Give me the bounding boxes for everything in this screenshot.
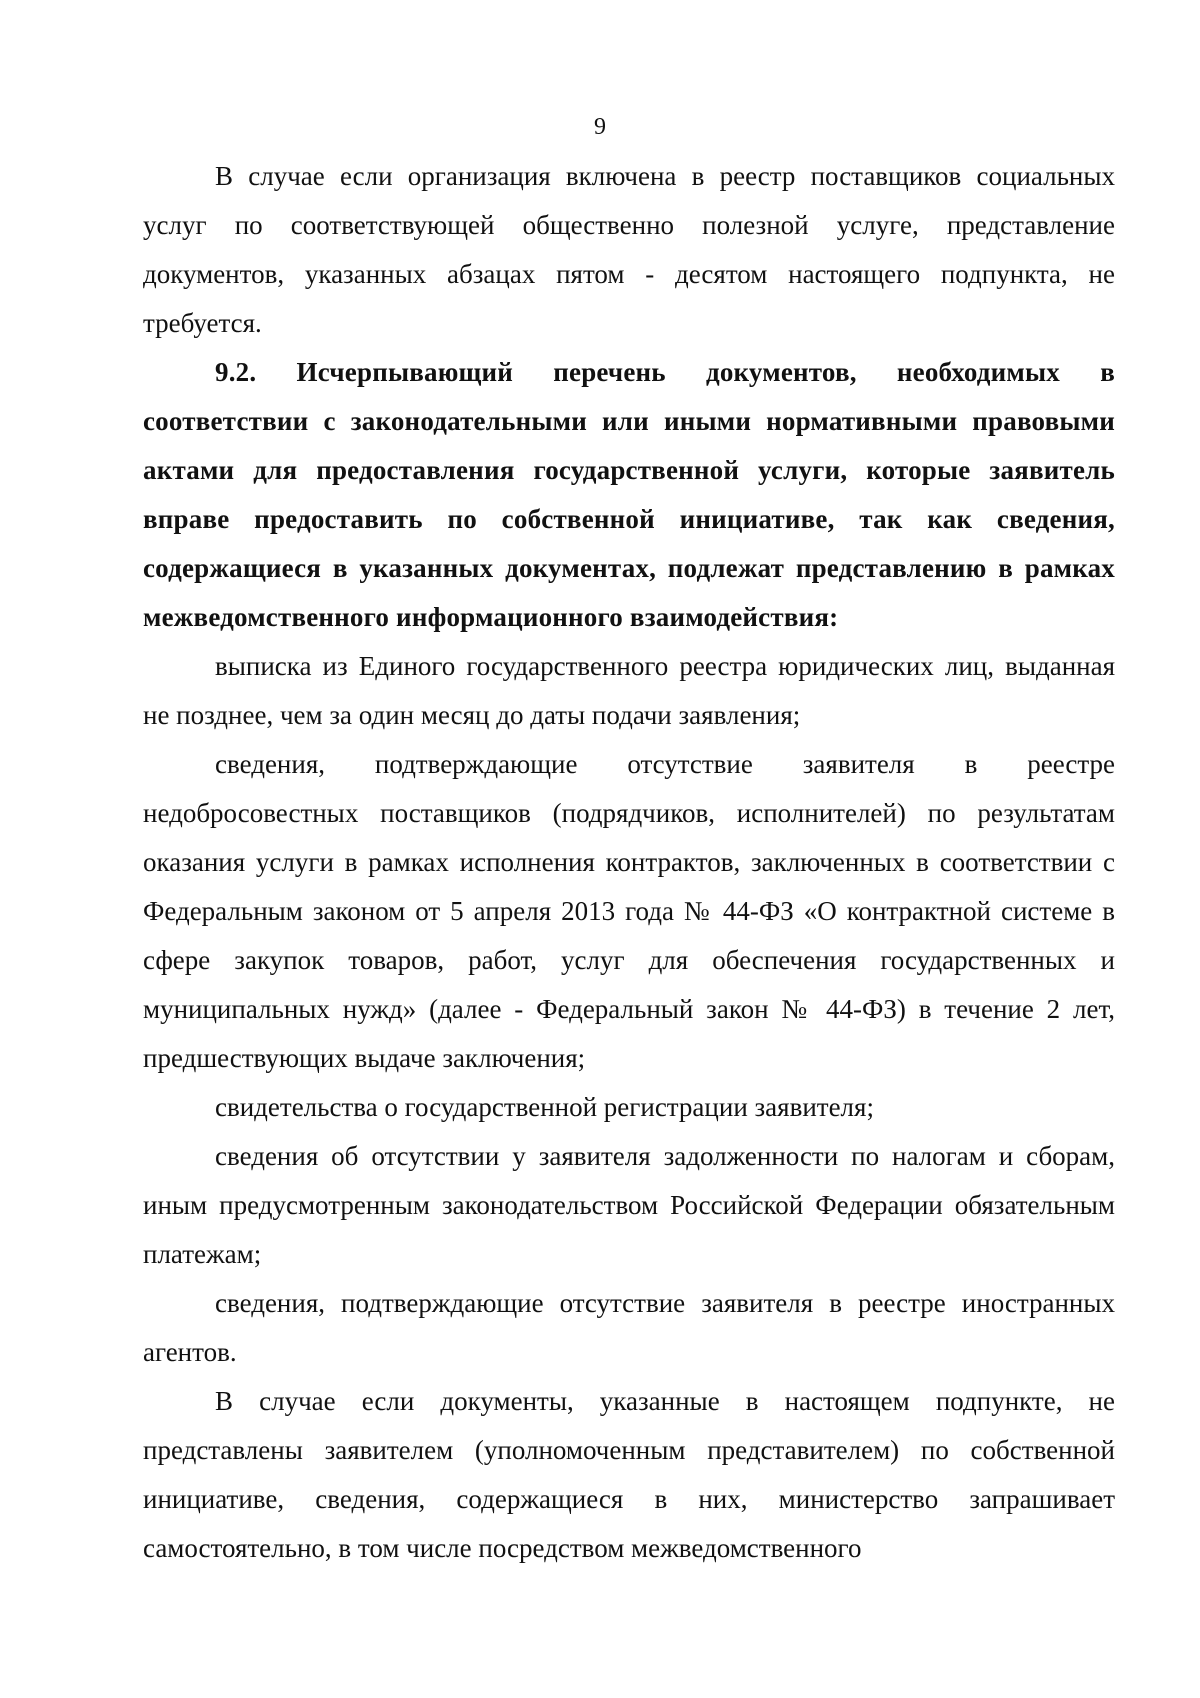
paragraph-registration-certificate: свидетельства о государственной регистрации заявителя;	[215, 1092, 874, 1122]
paragraph-egrul-extract: выписка из Единого государственного реестра юридических лиц, выданная не позднее, чем за один месяц до даты подачи заявления;	[143, 651, 1115, 730]
paragraph-interagency-request: В случае если документы, указанные в настоящем подпункте, не представлены заявителем (уполномоченным представителем) по собственной инициативе, сведения, содержащиеся в них, министерство запрашивает самостоятельно, в том числе посредством межведомственного	[143, 1386, 1115, 1563]
document-body	[143, 152, 1115, 1573]
section-heading-9-2: 9.2. Исчерпывающий перечень документов, необходимых в соответствии с законодательными или иными нормативными правовыми актами для предоставления государственной услуги, которые заявитель вправе предоставить по собственной инициативе, так как сведения, содержащиеся в указанных документах, подлежат представлению в рамках межведомственного информационного взаимодействия:	[143, 357, 1115, 632]
paragraph-tax-debts: сведения об отсутствии у заявителя задолженности по налогам и сборам, иным предусмотренным законодательством Российской Федерации обязательным платежам;	[143, 1141, 1115, 1269]
page-number: 9	[594, 114, 606, 140]
paragraph-registry-exemption: В случае если организация включена в реестр поставщиков социальных услуг по соответствующей общественно полезной услуге, представление документов, указанных абзацах пятом - десятом настоящего подпункта, не требуется.	[143, 161, 1115, 338]
paragraph-foreign-agents: сведения, подтверждающие отсутствие заявителя в реестре иностранных агентов.	[143, 1288, 1115, 1367]
paragraph-unfair-suppliers: сведения, подтверждающие отсутствие заявителя в реестре недобросовестных поставщиков (подрядчиков, исполнителей) по результатам оказания услуги в рамках исполнения контрактов, заключенных в соответствии с Федеральным законом от 5 апреля 2013 года № 44-ФЗ «О контрактной системе в сфере закупок товаров, работ, услуг для обеспечения государственных и муниципальных нужд» (далее - Федеральный закон № 44-ФЗ) в течение 2 лет, предшествующих выдаче заключения;	[143, 749, 1115, 1073]
